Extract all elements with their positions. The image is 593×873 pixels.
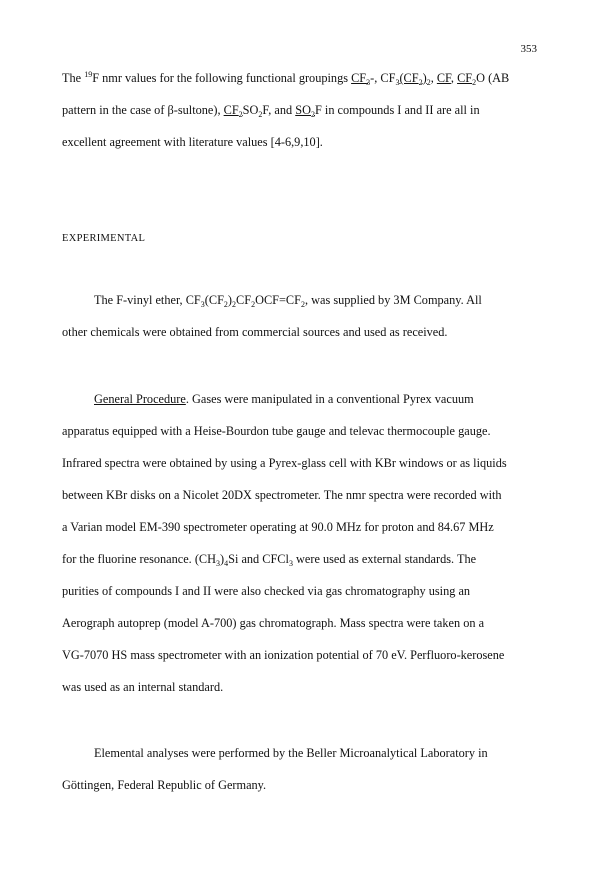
text-line: The $^{19}$F nmr values for the following functional groupings $CF_3-$, $CF_3(CF_2)_2$, CF, $CF_2O$ (AB (62, 70, 510, 87)
section-heading: EXPERIMENTAL (62, 233, 146, 244)
text-line: General Procedure. Gases were manipulated in a conventional Pyrex vacuum (94, 392, 474, 406)
text-line: Elemental analyses were performed by the Beller Microanalytical Laboratory in (94, 746, 488, 760)
text-line: purities of compounds I and II were also checked via gas chromatography using an (62, 584, 471, 598)
text-line: Aerograph autoprep (model A-700) gas chromatograph. Mass spectra were taken on a (62, 616, 485, 630)
text-line: apparatus equipped with a Heise-Bourdon tube gauge and televac thermocouple gauge. (62, 424, 491, 438)
page-number: 353 (520, 43, 537, 55)
text-line: The F-vinyl ether, $CF_3(CF_2)_2CF_2OCF=CF_2$, was supplied by 3M Company. All (94, 293, 482, 309)
text-line: a Varian model EM-390 spectrometer operating at 90.0 MHz for proton and 84.67 MHz (62, 520, 494, 534)
text-line: VG-7070 HS mass spectrometer with an ionization potential of 70 eV. Perfluoro-kerosene (62, 648, 505, 662)
text-line: pattern in the case of β-sultone), $CF_2SO_2F$, and $SO_2F$ in compounds I and II are all in (62, 103, 480, 119)
text-line: was used as an internal standard. (62, 680, 224, 694)
text-line: Göttingen, Federal Republic of Germany. (62, 778, 267, 792)
text-line: excellent agreement with literature values [4-6,9,10]. (62, 135, 323, 149)
text-line: between KBr disks on a Nicolet 20DX spectrometer. The nmr spectra were recorded with (62, 488, 502, 502)
subsection-title: General Procedure (94, 392, 186, 406)
text-line: other chemicals were obtained from commercial sources and used as received. (62, 325, 448, 339)
text-line: Infrared spectra were obtained by using a Pyrex-glass cell with KBr windows or as liquids (62, 456, 507, 470)
text-line: for the fluorine resonance. $(CH_3)_4Si$ and CFCl$_3$ were used as external standards. The (62, 552, 477, 568)
